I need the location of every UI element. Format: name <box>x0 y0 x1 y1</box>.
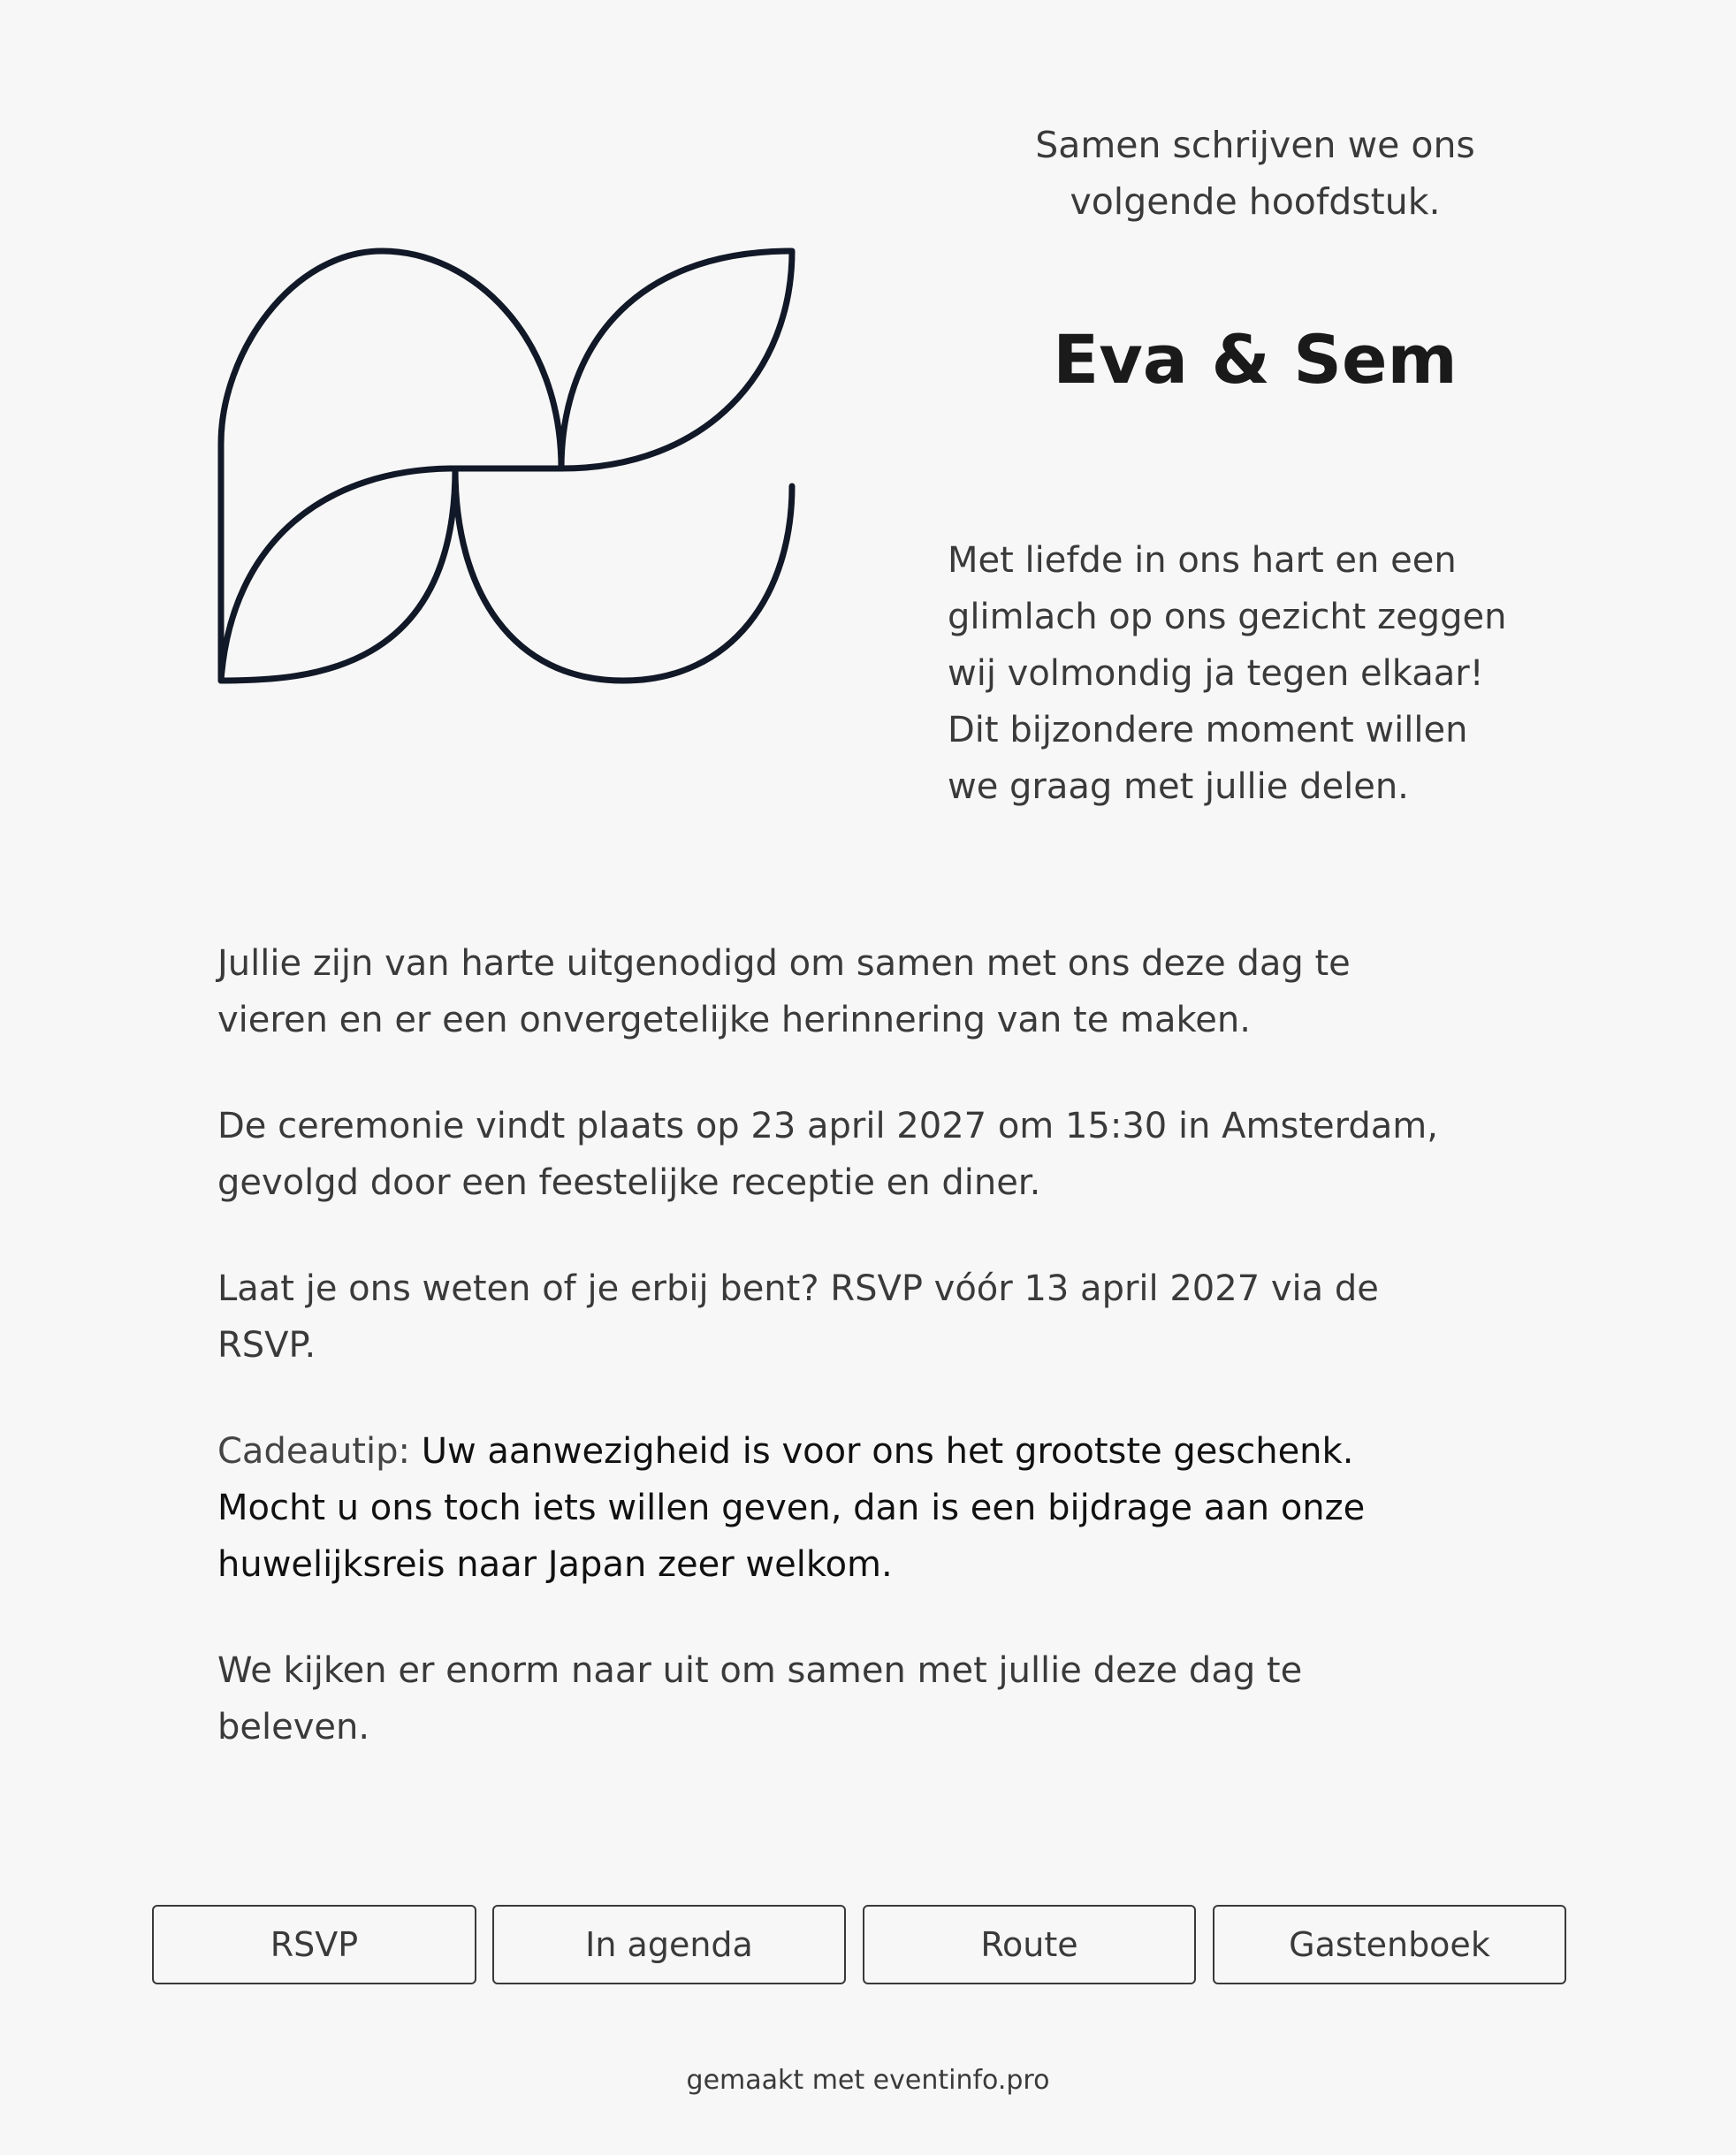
closing-line-1: We kijken er enorm naar uit om samen met jullie deze dag te <box>217 1650 1303 1691</box>
intro-line-1: Met liefde in ons hart en een <box>948 540 1457 581</box>
closing-paragraph <box>217 1642 1543 1755</box>
ceremony-line-1: De ceremonie vindt plaats op 23 april 2027 om 15:30 in Amsterdam, <box>217 1106 1438 1146</box>
tagline-line-2: volgende hoofdstuk. <box>1070 180 1441 223</box>
intro-line-3: wij volmondig ja tegen elkaar! <box>948 653 1484 694</box>
rsvp-button[interactable]: RSVP <box>152 1905 476 1984</box>
route-button[interactable]: Route <box>863 1905 1196 1984</box>
invitation-body <box>217 935 1543 1805</box>
gift-line-3: huwelijksreis naar Japan zeer welkom. <box>217 1544 893 1585</box>
invite-line-2: vieren en er een onvergetelijke herinnering van te maken. <box>217 1000 1251 1040</box>
rsvp-line-2: RSVP. <box>217 1325 316 1366</box>
intro-line-2: glimlach op ons gezicht zeggen <box>948 597 1507 637</box>
ceremony-line-2: gevolgd door een feestelijke receptie en diner. <box>217 1162 1041 1203</box>
action-buttons <box>0 1905 1736 1988</box>
intro-line-4: Dit bijzondere moment willen <box>948 710 1468 750</box>
footer-credit[interactable]: gemaakt met eventinfo.pro <box>686 2065 1050 2096</box>
tagline-line-1: Samen schrijven we ons <box>1035 124 1475 166</box>
closing-line-2: beleven. <box>217 1707 370 1748</box>
rsvp-line-1: Laat je ons weten of je erbij bent? RSVP vóór 13 april 2027 via de <box>217 1268 1379 1309</box>
tagline <box>955 117 1556 230</box>
intro-line-5: we graag met jullie delen. <box>948 766 1409 807</box>
rsvp-paragraph <box>217 1260 1543 1374</box>
ceremony-paragraph <box>217 1098 1543 1211</box>
gift-line-2: Mocht u ons toch iets willen geven, dan is een bijdrage aan onze <box>217 1488 1366 1528</box>
guestbook-button[interactable]: Gastenboek <box>1213 1905 1566 1984</box>
invite-paragraph <box>217 935 1543 1048</box>
monogram-logo <box>212 247 803 689</box>
gift-paragraph <box>217 1423 1543 1593</box>
in-agenda-button[interactable]: In agenda <box>492 1905 846 1984</box>
gift-label: Cadeautip: <box>217 1431 410 1472</box>
invite-line-1: Jullie zijn van harte uitgenodigd om samen met ons deze dag te <box>217 943 1351 984</box>
intro-text <box>948 532 1584 815</box>
gift-line-1: Uw aanwezigheid is voor ons het grootste geschenk. <box>421 1431 1354 1472</box>
couple-names: Eva & Sem <box>1053 320 1458 399</box>
